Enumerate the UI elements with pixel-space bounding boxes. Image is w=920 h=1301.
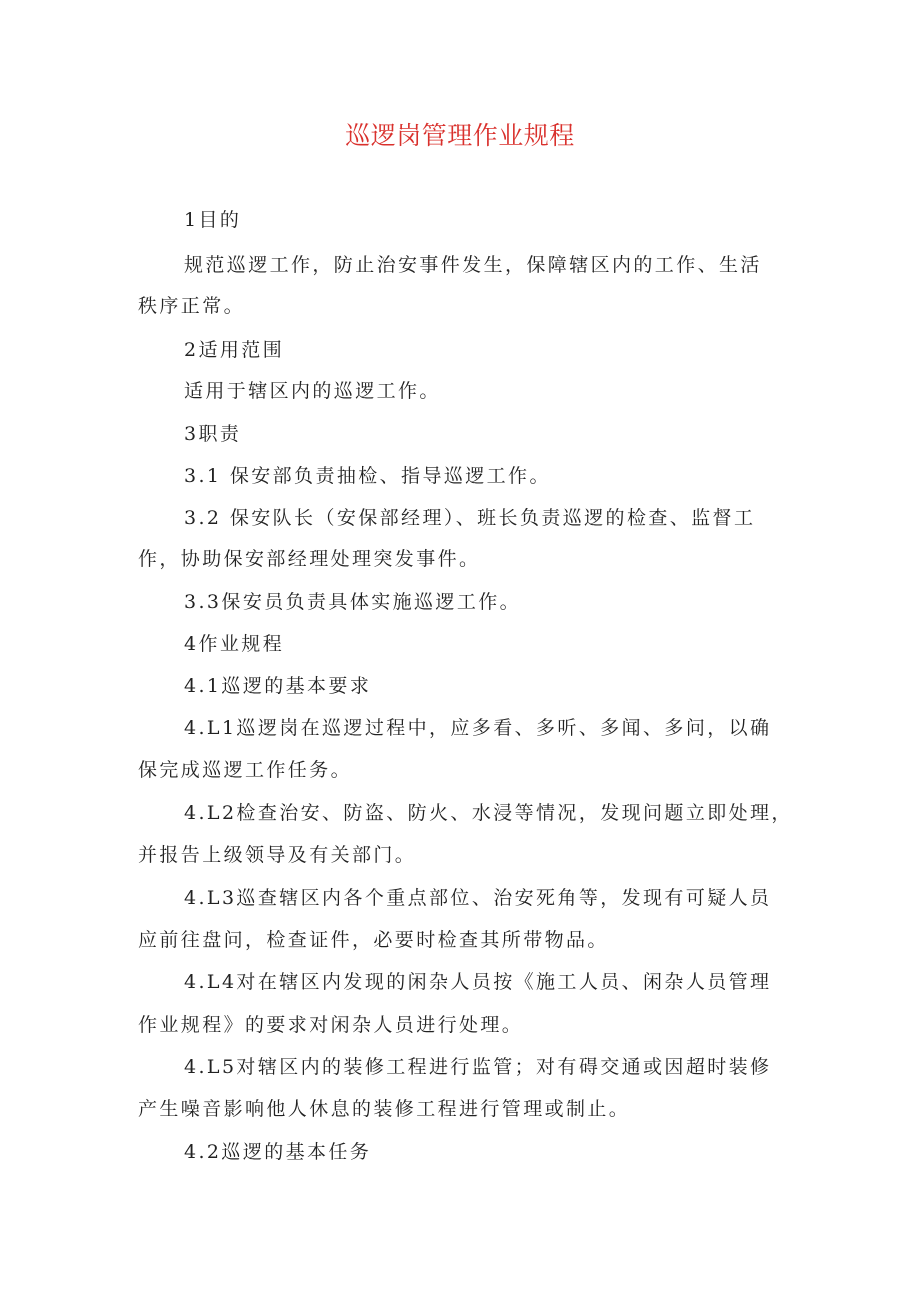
paragraph-line: 产生噪音影响他人休息的装修工程进行管理或制止。 (138, 1098, 631, 1120)
paragraph-line: 4.L5对辖区内的装修工程进行监管；对有碍交通或因超时装修 (184, 1056, 772, 1078)
paragraph-line: 应前往盘问，检查证件，必要时检查其所带物品。 (138, 929, 609, 951)
paragraph-line: 4.L2检查治安、防盗、防火、水浸等情况，发现问题立即处理， (184, 802, 793, 824)
paragraph-line: 规范巡逻工作，防止治安事件发生，保障辖区内的工作、生活 (184, 254, 762, 276)
paragraph-line: 4.L4对在辖区内发现的闲杂人员按《施工人员、闲杂人员管理 (184, 971, 772, 993)
paragraph-line: 4.L3巡查辖区内各个重点部位、治安死角等，发现有可疑人员 (184, 887, 772, 909)
paragraph-line: 3.2 保安队长（安保部经理）、班长负责巡逻的检查、监督工 (184, 507, 756, 529)
section-heading-purpose: 1目的 (184, 209, 242, 231)
paragraph-line: 保完成巡逻工作任务。 (138, 759, 353, 781)
paragraph-line: 秩序正常。 (138, 295, 246, 317)
paragraph-line: 3.1 保安部负责抽检、指导巡逻工作。 (184, 465, 551, 487)
document-title: 巡逻岗管理作业规程 (345, 121, 575, 150)
paragraph-line: 适用于辖区内的巡逻工作。 (184, 380, 441, 402)
paragraph-line: 作，协助保安部经理处理突发事件。 (138, 548, 481, 570)
paragraph-line: 4.L1巡逻岗在巡逻过程中，应多看、多听、多闻、多问，以确 (184, 717, 772, 739)
section-heading-procedures: 4作业规程 (184, 633, 285, 655)
paragraph-line: 3.3保安员负责具体实施巡逻工作。 (184, 591, 522, 613)
paragraph-line: 并报告上级领导及有关部门。 (138, 844, 417, 866)
section-heading-scope: 2适用范围 (184, 339, 285, 361)
subsection-heading: 4.2巡逻的基本任务 (184, 1141, 372, 1163)
subsection-heading: 4.1巡逻的基本要求 (184, 675, 372, 697)
section-heading-duties: 3职责 (184, 423, 242, 445)
paragraph-line: 作业规程》的要求对闲杂人员进行处理。 (138, 1014, 524, 1036)
